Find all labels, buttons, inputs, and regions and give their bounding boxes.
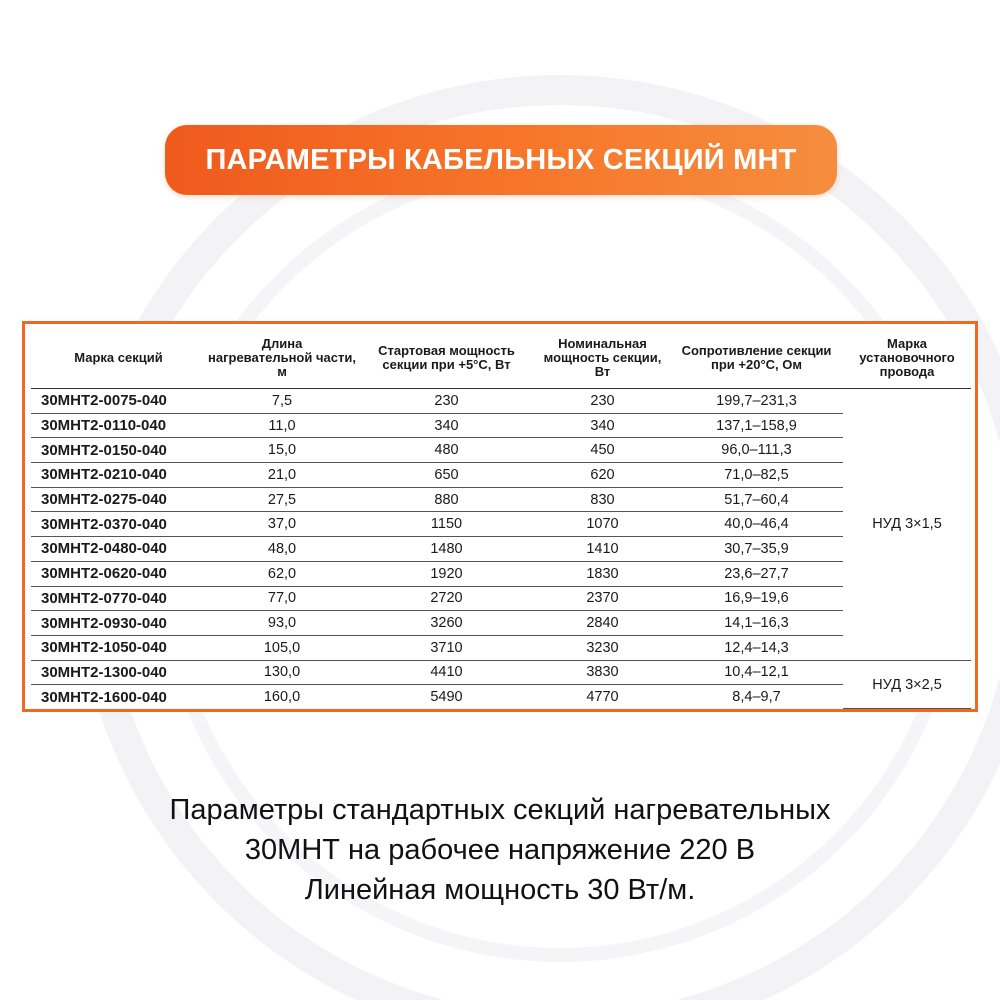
cell-nominal-power: 230 bbox=[535, 389, 670, 414]
cell-resistance: 51,7–60,4 bbox=[670, 487, 843, 512]
table-body bbox=[31, 389, 971, 709]
cell-nominal-power: 2840 bbox=[535, 611, 670, 636]
cell-start-power: 1150 bbox=[358, 512, 535, 537]
cell-length: 105,0 bbox=[206, 635, 358, 660]
header-start-power: Стартовая мощность секции при +5°С, Вт bbox=[358, 327, 535, 389]
cell-start-power: 1920 bbox=[358, 561, 535, 586]
cell-length: 62,0 bbox=[206, 561, 358, 586]
cell-brand: 30МНТ2-0370-040 bbox=[31, 512, 206, 537]
header-brand: Марка секций bbox=[31, 327, 206, 389]
specs-table bbox=[31, 327, 971, 709]
cell-length: 93,0 bbox=[206, 611, 358, 636]
cell-resistance: 199,7–231,3 bbox=[670, 389, 843, 414]
cell-start-power: 5490 bbox=[430, 689, 463, 706]
caption-line: Параметры стандартных секций нагревательных bbox=[169, 794, 831, 826]
table-row bbox=[31, 487, 971, 512]
table-row bbox=[31, 512, 971, 537]
table-header-row bbox=[31, 327, 971, 389]
cell-resistance: 40,0–46,4 bbox=[670, 512, 843, 537]
specs-table-frame bbox=[22, 321, 978, 712]
cell-start-power: 650 bbox=[358, 463, 535, 488]
cell-brand: 30МНТ2-0150-040 bbox=[31, 438, 206, 463]
cell-nominal-power: 3830 bbox=[535, 660, 670, 685]
table-row bbox=[31, 389, 971, 414]
header-wire: Марка установочного провода bbox=[843, 327, 971, 389]
cell-length: 21,0 bbox=[206, 463, 358, 488]
cell-resistance: 71,0–82,5 bbox=[670, 463, 843, 488]
cell-brand: 30МНТ2-1600-040 bbox=[41, 688, 167, 706]
table-row bbox=[31, 635, 971, 660]
cell-brand: 30МНТ2-0275-040 bbox=[31, 487, 206, 512]
cell-length: 7,5 bbox=[206, 389, 358, 414]
cell-wire: НУД 3×2,5 bbox=[843, 660, 971, 709]
cell-start-power: 4410 bbox=[358, 660, 535, 685]
cell-brand: 30МНТ2-0480-040 bbox=[31, 537, 206, 562]
cell-length: 15,0 bbox=[206, 438, 358, 463]
table-row bbox=[31, 438, 971, 463]
cell-length: 48,0 bbox=[206, 537, 358, 562]
cell-start-power: 230 bbox=[358, 389, 535, 414]
cell-start-power: 3710 bbox=[358, 635, 535, 660]
cell-length: 27,5 bbox=[206, 487, 358, 512]
table-row bbox=[31, 537, 971, 562]
cell-nominal-power: 2370 bbox=[535, 586, 670, 611]
cell-length: 77,0 bbox=[206, 586, 358, 611]
table-row bbox=[31, 561, 971, 586]
cell-resistance: 8,4–9,7 bbox=[732, 689, 781, 706]
cell-brand: 30МНТ2-1050-040 bbox=[31, 635, 206, 660]
cell-brand: 30МНТ2-0770-040 bbox=[31, 586, 206, 611]
title-banner bbox=[165, 125, 837, 195]
caption-line: Линейная мощность 30 Вт/м. bbox=[304, 874, 696, 906]
table-row bbox=[31, 685, 971, 709]
cell-brand: 30МНТ2-1300-040 bbox=[31, 660, 206, 685]
cell-start-power: 880 bbox=[358, 487, 535, 512]
cell-start-power: 3260 bbox=[358, 611, 535, 636]
cell-nominal-power: 1410 bbox=[535, 537, 670, 562]
cell-resistance: 12,4–14,3 bbox=[670, 635, 843, 660]
table-row bbox=[31, 611, 971, 636]
page-title: ПАРАМЕТРЫ КАБЕЛЬНЫХ СЕКЦИЙ МНТ bbox=[205, 143, 797, 176]
cell-start-power: 480 bbox=[358, 438, 535, 463]
table-row bbox=[31, 586, 971, 611]
cell-resistance: 137,1–158,9 bbox=[670, 413, 843, 438]
cell-resistance: 96,0–111,3 bbox=[670, 438, 843, 463]
cell-wire: НУД 3×1,5 bbox=[843, 389, 971, 661]
cell-brand: 30МНТ2-0110-040 bbox=[31, 413, 206, 438]
cell-brand: 30МНТ2-0620-040 bbox=[31, 561, 206, 586]
cell-brand: 30МНТ2-0210-040 bbox=[31, 463, 206, 488]
cell-resistance: 10,4–12,1 bbox=[670, 660, 843, 685]
cell-nominal-power: 340 bbox=[535, 413, 670, 438]
cell-nominal-power: 4770 bbox=[586, 689, 619, 706]
cell-length: 130,0 bbox=[206, 660, 358, 685]
cell-nominal-power: 3230 bbox=[535, 635, 670, 660]
cell-brand: 30МНТ2-0075-040 bbox=[31, 389, 206, 414]
cell-nominal-power: 620 bbox=[535, 463, 670, 488]
table-row bbox=[31, 463, 971, 488]
cell-length: 37,0 bbox=[206, 512, 358, 537]
cell-brand: 30МНТ2-0930-040 bbox=[31, 611, 206, 636]
cell-nominal-power: 830 bbox=[535, 487, 670, 512]
header-resistance: Сопротивление секции при +20°С, Ом bbox=[670, 327, 843, 389]
cell-nominal-power: 450 bbox=[535, 438, 670, 463]
caption bbox=[0, 790, 1000, 910]
cell-start-power: 1480 bbox=[358, 537, 535, 562]
table-row bbox=[31, 660, 971, 685]
cell-resistance: 30,7–35,9 bbox=[670, 537, 843, 562]
caption-line: 30МНТ на рабочее напряжение 220 В bbox=[244, 834, 756, 866]
cell-length: 160,0 bbox=[263, 689, 301, 706]
cell-resistance: 14,1–16,3 bbox=[670, 611, 843, 636]
table-row bbox=[31, 413, 971, 438]
cell-start-power: 340 bbox=[358, 413, 535, 438]
cell-nominal-power: 1830 bbox=[535, 561, 670, 586]
header-length: Длина нагревательной части, м bbox=[206, 327, 358, 389]
cell-start-power: 2720 bbox=[358, 586, 535, 611]
cell-nominal-power: 1070 bbox=[535, 512, 670, 537]
cell-resistance: 23,6–27,7 bbox=[670, 561, 843, 586]
cell-length: 11,0 bbox=[206, 413, 358, 438]
header-nominal-power: Номинальная мощность секции, Вт bbox=[535, 327, 670, 389]
cell-resistance: 16,9–19,6 bbox=[670, 586, 843, 611]
